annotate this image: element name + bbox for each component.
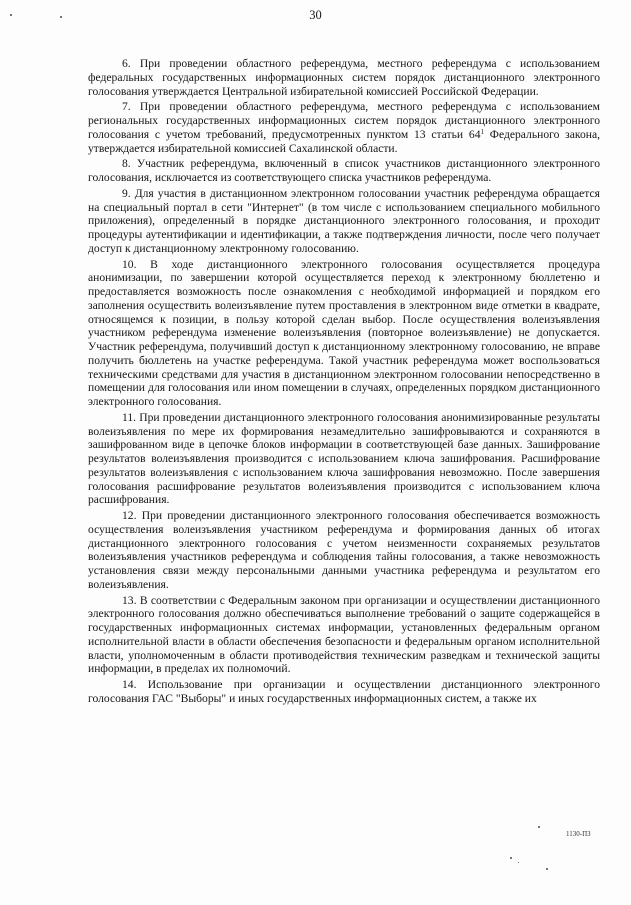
scan-speck: [10, 14, 12, 16]
paragraph-9: [88, 187, 600, 256]
paragraph-12-text: 12. При проведении дистанционного электронного голосования обеспечивается возможность осуществления волеизъявления участником референдума и формирования данных об итогах дистанционного электронного голосования с учетом неизменности сохраняемых результатов волеизъявления участников референдума и соблюдения тайны голосования, а также невозможность установления связи между персональными данными участника референдума и результатом его волеизъявления.: [88, 509, 600, 591]
paragraph-8: [88, 157, 600, 185]
paragraph-11-text: 11. При проведении дистанционного электронного голосования анонимизированные результаты волеизъявления по мере их формирования незамедлительно зашифровываются и сохраняются в зашифрованном виде в цепочке блоков информации в соответствующей базе данных. Зашифрование результатов волеизъявления производится с использованием ключа зашифрования. Расшифрование результатов волеизъявления с использованием ключа зашифрования невозможно. После завершения голосования расшифрование результатов волеизъявления производится с использованием ключа расшифрования.: [88, 410, 600, 507]
paragraph-13: [88, 594, 600, 677]
paragraph-7-text: 7. При проведении областного референдума, местного референдума с использованием региональных государственных информационных систем порядок дистанционного электронного голосования с учетом требований, предусмотренных пунктом 13 статьи 64: [88, 100, 600, 141]
scan-speck: [510, 857, 512, 859]
document-code: 1130-ПЗ: [566, 830, 591, 838]
document-body: [88, 57, 600, 708]
paragraph-6-text: 6. При проведении областного референдума, местного референдума с использованием федеральных государственных информационных систем порядок дистанционного электронного голосования утверждается Центральной избирательной комиссией Российской Федерации.: [88, 57, 600, 98]
paragraph-10-text: 10. В ходе дистанционного электронного голосования осуществляется процедура анонимизации, по завершении которой осуществляется переход к электронному бюллетеню и предоставляется возможность после ознакомления с необходимой информацией и порядком его заполнения осуществить волеизъявление путем проставления в электронном виде отметки в квадрате, относящемся к позиции, в пользу которой сделан выбор. После осуществления волеизъявления участником референдума изменение волеизъявления (повторное волеизъявление) не допускается. Участник референдума, получивший доступ к дистанционному электронному голосованию, не вправе получить бюллетень на участке референдума. Такой участник референдума может воспользоваться техническими средствами для участия в дистанционном электронном голосовании непосредственно в помещении для голосования или ином помещении в случаях, определенных порядком дистанционного электронного голосования.: [88, 257, 600, 408]
scan-speck: [518, 862, 519, 863]
scan-speck: [60, 16, 62, 18]
paragraph-10: [88, 258, 600, 409]
paragraph-14-text: 14. Использование при организации и осуществлении дистанционного электронного голосования ГАС "Выборы" и иных государственных информационных систем, а также их: [88, 678, 600, 705]
paragraph-7-superscript: 1: [480, 127, 484, 136]
scan-speck: [546, 868, 548, 870]
paragraph-14: [88, 678, 600, 706]
paragraph-12: [88, 509, 600, 592]
paragraph-6: [88, 57, 600, 98]
paragraph-8-text: 8. Участник референдума, включенный в список участников дистанционного электронного голосования, исключается из соответствующего списка участников референдума.: [88, 157, 600, 184]
paragraph-7: [88, 100, 600, 155]
paragraph-13-text: 13. В соответствии с Федеральным законом при организации и осуществлении дистанционного электронного голосования должно обеспечиваться выполнение требований о защите содержащейся в государственных информационных системах информации, установленных федеральным органом исполнительной власти в области обеспечения безопасности и федеральным органом исполнительной власти, уполномоченным в области противодействия техническим разведкам и технической защиты информации, в пределах их полномочий.: [88, 593, 600, 676]
paragraph-9-text: 9. Для участия в дистанционном электронном голосовании участник референдума обращается на специальный портал в сети "Интернет" (в том числе с использованием специального мобильного приложения), определенный в порядке дистанционного электронного голосования, и проходит процедуры аутентификации и идентификации, а также подтверждения личности, после чего получает доступ к дистанционному электронному голосованию.: [88, 186, 600, 255]
paragraph-7-tail: Федерального закона, утверждается избирательной комиссией Сахалинской области.: [88, 127, 600, 155]
page-number: 30: [309, 8, 322, 22]
paragraph-11: [88, 411, 600, 507]
scan-speck: [538, 826, 540, 828]
